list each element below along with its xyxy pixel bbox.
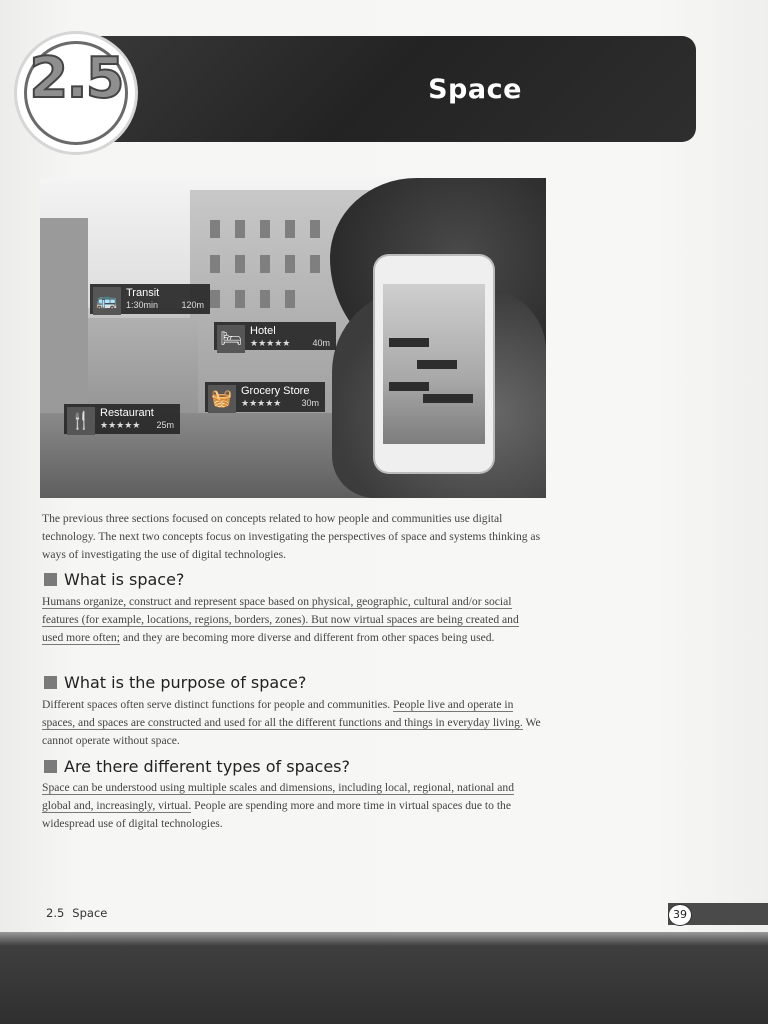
mini-tag: [417, 360, 457, 369]
ar-tag-restaurant: [64, 404, 180, 434]
paragraph-types-of-spaces: [42, 779, 542, 833]
section-number-badge: [17, 34, 135, 152]
paragraph-text: People are spending more and more time in virtual spaces due to the widespread use of digital technologies.: [42, 799, 511, 830]
ar-tag-distance: 40m: [312, 338, 330, 348]
paragraph-underlined: But now virtual spaces are being created and used more often;: [42, 613, 519, 644]
intro-paragraph: The previous three sections focused on concepts related to how people and communities use digital technology. The next two concepts focus on investigating the perspectives of space and systems thinking as ways of investigating the use of digital technologies.: [42, 512, 541, 561]
ar-tag-rating: ★★★★★: [241, 398, 282, 408]
phone-screen: [383, 284, 485, 444]
footer-section-number: 2.5: [46, 906, 65, 920]
footer-section-label: [46, 906, 115, 920]
ar-tag-name: Hotel: [250, 325, 276, 337]
section-header-banner: [60, 36, 696, 142]
ar-tag-hotel: [214, 322, 336, 350]
cutlery-icon: 🍴: [67, 407, 95, 435]
ar-tag-distance: 30m: [301, 398, 319, 408]
paragraph-purpose-of-space: [42, 696, 542, 750]
heading-square-icon: [44, 760, 57, 773]
heading-square-icon: [44, 676, 57, 689]
mini-tag: [423, 394, 473, 403]
mini-tag: [389, 338, 429, 347]
ar-tag-distance: 25m: [156, 420, 174, 430]
paragraph-text: and they are becoming more diverse and different from other spaces being used.: [119, 631, 495, 644]
footer-section-title: Space: [72, 906, 108, 920]
basket-icon: 🧺: [208, 385, 236, 413]
ar-tag-rating: ★★★★★: [250, 338, 291, 348]
paragraph-text: We cannot operate without space.: [42, 716, 541, 747]
bed-icon: 🛏: [217, 325, 245, 353]
paragraph-what-is-space: [42, 593, 542, 647]
heading-square-icon: [44, 573, 57, 586]
ar-tag-name: Restaurant: [100, 407, 154, 419]
ar-tag-name: Transit: [126, 287, 160, 299]
heading-text: What is the purpose of space?: [64, 673, 307, 692]
bus-icon: 🚌: [93, 287, 121, 315]
mini-tag: [389, 382, 429, 391]
ar-tag-grocery: [205, 382, 325, 412]
ar-tag-sub: 1:30min: [126, 300, 159, 310]
heading-text: Are there different types of spaces?: [64, 757, 350, 776]
ar-street-photo: [40, 178, 546, 498]
heading-purpose-of-space: [44, 673, 306, 692]
heading-what-is-space: [44, 570, 184, 589]
page-number: 39: [668, 904, 692, 926]
paragraph-text: Humans organize, construct and represent space based on physical, geographic, cultural and/or social features (for example, locations, regions, borders, zones).: [42, 595, 512, 626]
paragraph-underlined: Space can be understood using multiple scales and dimensions, including local, regional, national and global and, increasingly, virtual.: [42, 781, 515, 812]
ar-tag-name: Grocery Store: [241, 385, 310, 397]
scan-bottom-edge: [0, 932, 768, 1024]
heading-types-of-spaces: [44, 757, 350, 776]
section-number: 2.5: [29, 46, 123, 111]
paragraph-underlined: People live and operate in spaces, and spaces are constructed and used for all the different functions and things in everyday living.: [42, 698, 523, 729]
paragraph-text: Different spaces often serve distinct functions for people and communities.: [42, 698, 394, 711]
ar-tag-transit: [90, 284, 210, 314]
ar-tag-distance: 120m: [181, 300, 204, 310]
heading-text: What is space?: [64, 570, 185, 589]
section-title: Space: [428, 74, 522, 105]
ar-tag-rating: ★★★★★: [100, 420, 141, 430]
smartphone: [375, 256, 493, 472]
